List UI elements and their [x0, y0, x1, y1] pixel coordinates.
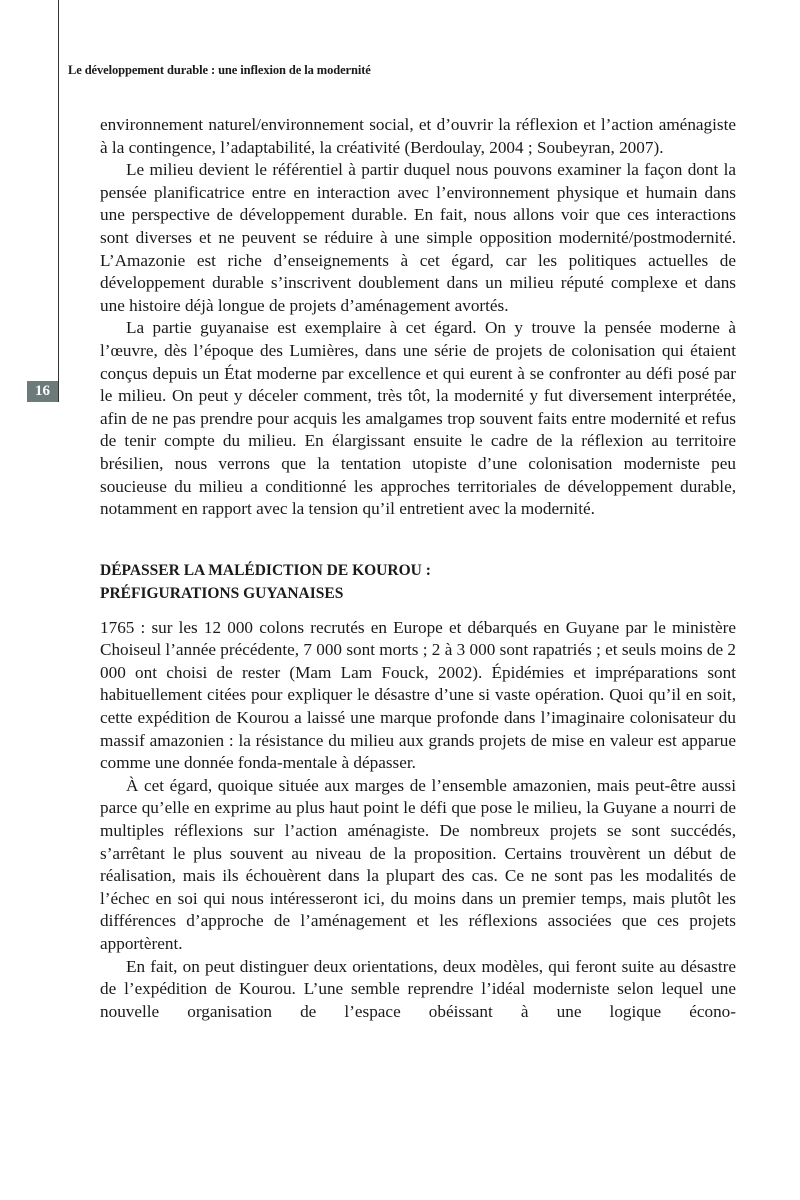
page-number: 16 [27, 381, 58, 402]
paragraph: À cet égard, quoique située aux marges de l’ensemble amazonien, mais peut-être aussi parce qu’elle en exprime au plus haut point le défi que pose le milieu, la Guyane a nourri de multiples réflexions sur l’action aménagiste. De nombreux projets se sont succédés, s’arrêtant le plus souvent au niveau de la proposition. Certains trouvèrent un début de réalisation, mais ils échouèrent dans la plupart des cas. Ce ne sont pas les modalités de l’échec en soi qui nous intéresseront ici, du moins dans un premier temps, mais plutôt les différences d’approche de l’aménagement et les réflexions associées que ces projets apportèrent. [100, 775, 736, 953]
margin-rule [58, 0, 59, 402]
paragraph: environnement naturel/environnement social, et d’ouvrir la réflexion et l’action aménagiste à la contingence, l’adaptabilité, la créativité (Berdoulay, 2004 ; Soubeyran, 2007). [100, 115, 736, 157]
running-header: Le développement durable : une inflexion de la modernité [68, 63, 371, 77]
body-text [100, 114, 736, 1023]
paragraph: 1765 : sur les 12 000 colons recrutés en Europe et débarqués en Guyane par le ministère Choiseul l’année précédente, 7 000 sont morts ; 2 à 3 000 sont rapatriés ; et seuls moins de 2 000 ont choisi de rester (Mam Lam Fouck, 2002). Épidémies et impréparations sont habituellement citées pour expliquer le désastre d’une si vaste opération. Quoi qu’il en soit, cette expédition de Kourou a laissé une marque profonde dans l’imaginaire colonisateur du massif amazonien : la résistance du milieu aux grands projets de mise en valeur est apparue comme une donnée fonda-mentale à dépasser. [100, 617, 736, 773]
section-heading [100, 559, 736, 605]
section-heading-line: DÉPASSER LA MALÉDICTION DE KOUROU : [100, 561, 431, 579]
paragraph: Le milieu devient le référentiel à partir duquel nous pouvons examiner la façon dont la pensée planificatrice entre en interaction avec l’environnement physique et humain dans une perspective de développement durable. En fait, nous allons voir que ces interactions sont diverses et ne peuvent se réduire à une simple opposition modernité/postmodernité. L’Amazonie est riche d’enseignements à cet égard, car les politiques actuelles de développement durable s’inscrivent doublement dans un milieu réputé complexe et dans une histoire déjà longue de projets d’aménagement avortés. [100, 160, 736, 315]
section-heading-line: PRÉFIGURATIONS GUYANAISES [100, 584, 344, 602]
paragraph: En fait, on peut distinguer deux orientations, deux modèles, qui feront suite au désastre de l’expédition de Kourou. L’une semble reprendre l’idéal moderniste selon lequel une nouvelle organisation de l’espace obéissant à une logique écono- [100, 956, 736, 1021]
paragraph: La partie guyanaise est exemplaire à cet égard. On y trouve la pensée moderne à l’œuvre, dès l’époque des Lumières, dans une série de projets de colonisation qui étaient conçus depuis un État moderne par excellence et qui eurent à se confronter au défi posé par le milieu. On peut y déceler comment, très tôt, la modernité y fut diversement interprétée, afin de ne pas prendre pour acquis les amalgames trop souvent faits entre modernité et refus de tenir compte du milieu. En élargissant ensuite le cadre de la réflexion au territoire brésilien, nous verrons que la tentation utopiste d’une colonisation moderniste peu soucieuse du milieu a conditionné les approches territoriales de développement durable, notamment en rapport avec la tension qu’il entretient avec la modernité. [100, 318, 736, 519]
